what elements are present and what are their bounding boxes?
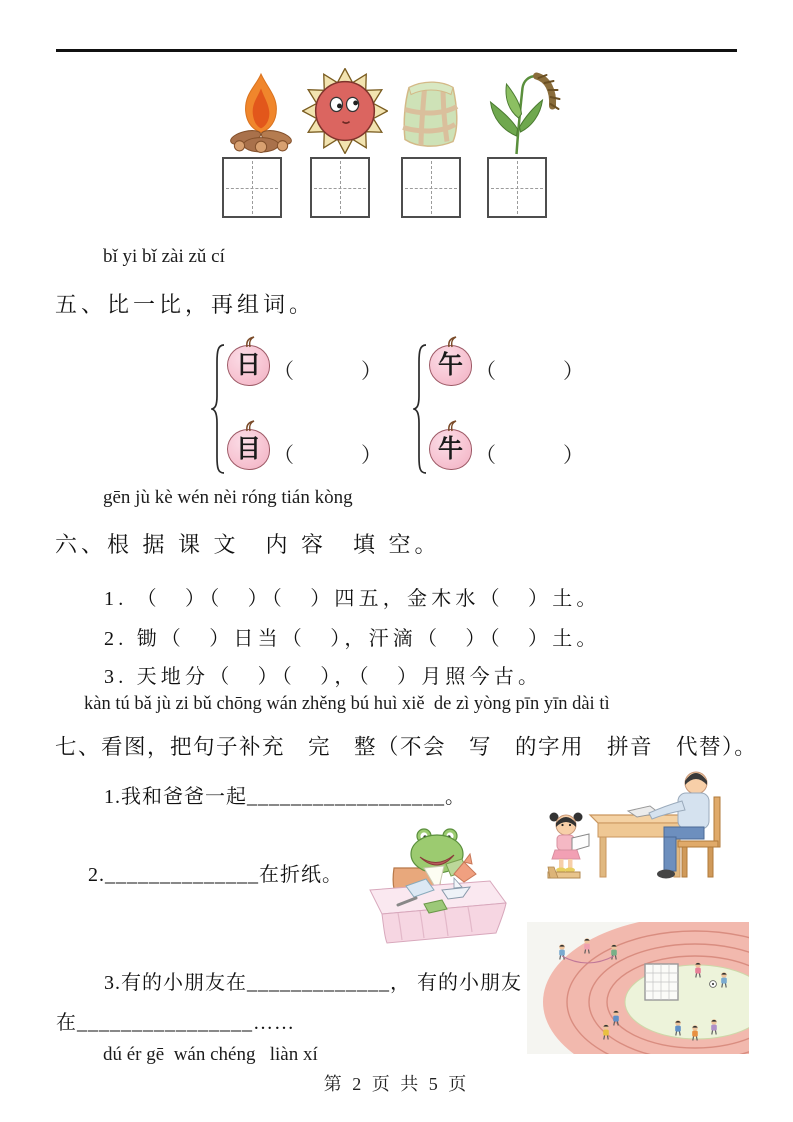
q5-blank-2: （ ） [273, 443, 383, 467]
peach-char-ri: 日 [227, 345, 270, 386]
playground-illustration [527, 922, 749, 1054]
page-top-rule [56, 49, 737, 52]
q6-item-1: 1. （ ）（ ）（ ）四五，金木水（ ）土。 [104, 588, 601, 610]
q7-item-3-line2: 在________________…… [56, 1012, 295, 1034]
q6-item-2: 2. 锄（ ）日当（ ），汗滴（ ）（ ）土。 [104, 628, 601, 650]
frog-origami-illustration [350, 812, 510, 947]
q5-pair-group-1 [211, 342, 381, 482]
campfire-icon [225, 72, 297, 154]
q8-pinyin: dú ér gē wán chéng liàn xí [103, 1044, 318, 1065]
writing-grid-3 [401, 157, 461, 218]
girl-and-father-illustration [528, 755, 743, 880]
q5-blank-4: （ ） [475, 443, 585, 467]
q7-pinyin: kàn tú bǎ jù zi bǔ chōng wán zhěng bú huì xiě de zì yòng pīn yīn dài tì [84, 694, 610, 714]
peach-char-wu: 午 [429, 345, 472, 386]
q6-item-3: 3. 天地分（ ）（ ），（ ）月照今古。 [104, 666, 543, 688]
brace-icon [413, 344, 427, 474]
q6-pinyin: gēn jù kè wén nèi róng tián kòng [103, 487, 353, 508]
writing-grid-2 [310, 157, 370, 218]
q7-item-1: 1.我和爸爸一起__________________。 [104, 786, 466, 808]
page-number: 第 2 页 共 5 页 [323, 1074, 470, 1094]
rice-plant-icon [478, 66, 564, 156]
writing-grid-1 [222, 157, 282, 218]
q6-heading: 六、根 据 课 文 内 容 填 空。 [55, 532, 441, 557]
writing-grid-4 [487, 157, 547, 218]
q7-item-2: 2.______________在折纸。 [88, 864, 343, 886]
q5-blank-1: （ ） [273, 359, 383, 383]
q5-heading: 五、比一比，再组词。 [55, 292, 316, 317]
brace-icon [211, 344, 225, 474]
q5-pair-group-2 [413, 342, 583, 482]
q5-pinyin: bǐ yi bǐ zài zǔ cí [103, 246, 225, 267]
peach-char-niu: 牛 [429, 429, 472, 470]
sun-icon [302, 68, 388, 154]
q5-blank-3: （ ） [475, 359, 585, 383]
q7-heading: 七、看图，把句子补充 完 整（不会 写 的字用 拼音 代替）。 [55, 735, 758, 759]
peach-char-mu: 目 [227, 429, 270, 470]
paddy-field-icon [395, 75, 465, 151]
q7-item-3-line1: 3.有的小朋友在_____________， 有的小朋友 [104, 972, 522, 994]
